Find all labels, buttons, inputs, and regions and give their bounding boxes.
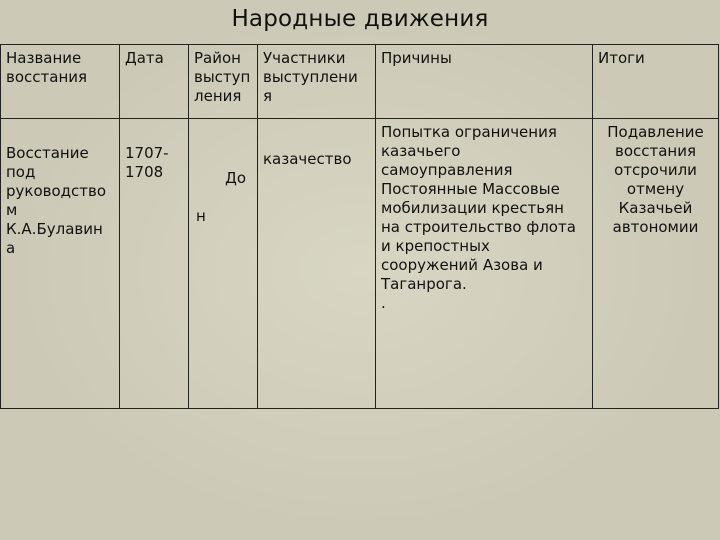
header-date: Дата: [120, 45, 189, 119]
page-title: Народные движения: [231, 6, 489, 32]
header-row: [1, 45, 719, 119]
header-results: Итоги: [593, 45, 719, 119]
uprisings-table: [0, 44, 719, 409]
header-participants: Участники выступлени я: [258, 45, 376, 119]
header-region: Район выступ ления: [189, 45, 258, 119]
table-row: [1, 119, 719, 409]
cell-uprising-name: Восстание под руководство м К.А.Булавин а: [1, 119, 120, 409]
cell-region: [189, 119, 258, 409]
header-reasons: Причины: [376, 45, 593, 119]
cell-results: Подавление восстания отсрочили отмену Казачьей автономии: [593, 119, 719, 409]
cell-date: 1707- 1708: [120, 119, 189, 409]
header-name: Название восстания: [1, 45, 120, 119]
cell-participants: казачество: [258, 119, 376, 409]
region-text-part2: н: [196, 207, 206, 225]
cell-reasons: Попытка ограничения казачьего самоуправления Постоянные Массовые мобилизации крестьян на строительство флота и крепостных сооружений Азова и Таганрога. .: [376, 119, 593, 409]
region-text-part1: До: [225, 169, 246, 187]
